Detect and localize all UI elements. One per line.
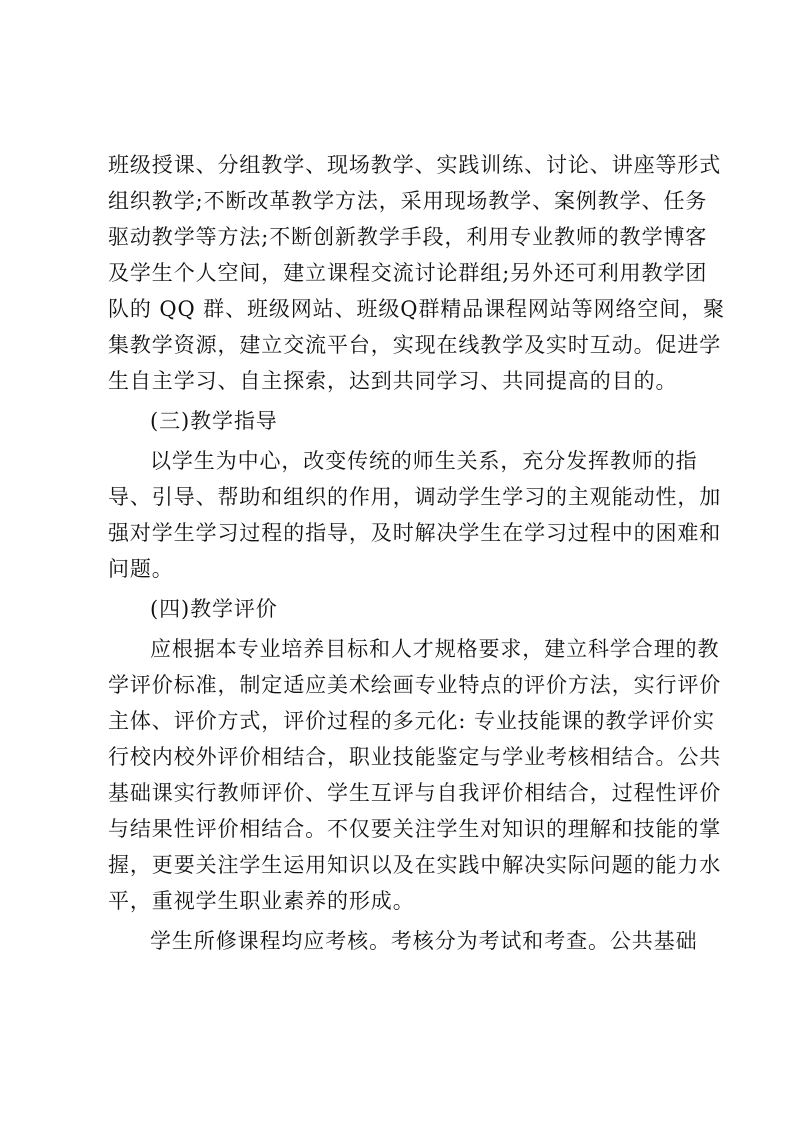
body-text-line: 平，重视学生职业素养的形成。 bbox=[108, 889, 415, 913]
body-text-line: 握，更要关注学生运用知识以及在实践中解决实际问题的能力水 bbox=[108, 853, 722, 877]
body-text-line: 班级授课、分组教学、现场教学、实践训练、讨论、讲座等形式 bbox=[108, 153, 722, 177]
body-text-line: 队的 QQ 群、班级网站、班级Q群精品课程网站等网络空间，聚 bbox=[108, 297, 725, 321]
body-text-line: 强对学生学习过程的指导，及时解决学生在学习过程中的困难和 bbox=[108, 521, 722, 545]
body-text-line: 学生所修课程均应考核。考核分为考试和考查。公共基础 bbox=[150, 929, 698, 953]
body-text-line: 主体、评价方式，评价过程的多元化: 专业技能课的教学评价实 bbox=[108, 709, 715, 733]
section-heading: (四)教学评价 bbox=[150, 597, 278, 621]
body-text-line: 及学生个人空间，建立课程交流讨论群组;另外还可利用教学团 bbox=[108, 261, 708, 285]
body-text-line: 基础课实行教师评价、学生互评与自我评价相结合，过程性评价 bbox=[108, 781, 722, 805]
body-text-line: 驱动教学等方法;不断创新教学手段，利用专业教师的教学博客 bbox=[108, 225, 708, 249]
body-text-line: 导、引导、帮助和组织的作用，调动学生学习的主观能动性，加 bbox=[108, 485, 722, 509]
body-text-line: 行校内校外评价相结合，职业技能鉴定与学业考核相结合。公共 bbox=[108, 745, 722, 769]
body-text-line: 集教学资源，建立交流平台，实现在线教学及实时互动。促进学 bbox=[108, 333, 722, 357]
body-text-line: 与结果性评价相结合。不仅要关注学生对知识的理解和技能的掌 bbox=[108, 817, 722, 841]
body-text-line: 生自主学习、自主探索，达到共同学习、共同提高的目的。 bbox=[108, 369, 678, 393]
section-heading: (三)教学指导 bbox=[150, 409, 278, 433]
body-text-line: 应根据本专业培养目标和人才规格要求，建立科学合理的教 bbox=[150, 637, 720, 661]
body-text-line: 组织教学;不断改革教学方法，采用现场教学、案例教学、任务 bbox=[108, 189, 708, 213]
body-text-line: 问题。 bbox=[108, 557, 174, 581]
body-text-line: 学评价标准，制定适应美术绘画专业特点的评价方法，实行评价 bbox=[108, 673, 722, 697]
body-text-line: 以学生为中心，改变传统的师生关系，充分发挥教师的指 bbox=[150, 449, 698, 473]
